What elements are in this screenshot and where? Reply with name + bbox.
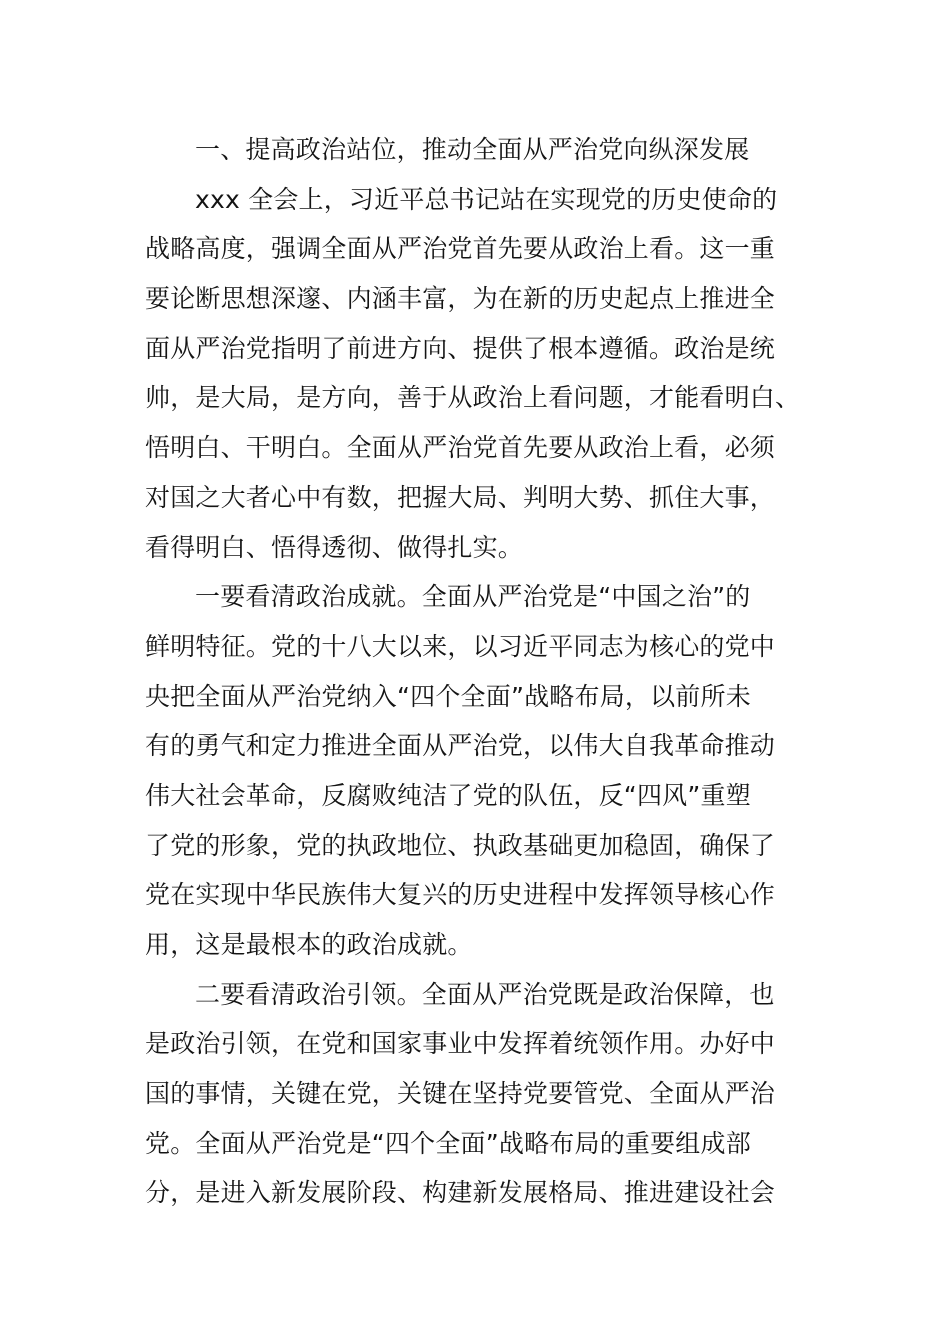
text-line: 帅，是大局，是方向，善于从政治上看问题，才能看明白、 [145, 383, 801, 413]
text-line: 一要看清政治成就。全面从严治党是“中国之治”的 [195, 582, 751, 612]
text-line: xxx 全会上，习近平总书记站在实现党的历史使命的 [195, 184, 778, 214]
text-line: 用，这是最根本的政治成就。 [145, 930, 473, 959]
text-line: 二要看清政治引领。全面从严治党既是政治保障，也 [195, 979, 775, 1009]
text-line: 央把全面从严治党纳入“四个全面”战略布局，以前所未 [145, 681, 751, 711]
text-line: 有的勇气和定力推进全面从严治党，以伟大自我革命推动 [145, 731, 776, 761]
text-line: 党在实现中华民族伟大复兴的历史进程中发挥领导核心作 [145, 880, 776, 910]
text-line: 国的事情，关键在党，关键在坚持党要管党、全面从严治 [145, 1079, 776, 1109]
text-line: 伟大社会革命，反腐败纯洁了党的队伍，反“四风”重塑 [145, 780, 751, 810]
text-line: 战略高度，强调全面从严治党首先要从政治上看。这一重 [145, 234, 776, 264]
text-line: 是政治引领，在党和国家事业中发挥着统领作用。办好中 [145, 1029, 776, 1059]
section-heading: 一、提高政治站位，推动全面从严治党向纵深发展 [195, 135, 750, 164]
text-line: 悟明白、干明白。全面从严治党首先要从政治上看，必须 [145, 433, 776, 463]
text-line: 看得明白、悟得透彻、做得扎实。 [145, 532, 524, 562]
text-line: 分，是进入新发展阶段、构建新发展格局、推进建设社会 [145, 1178, 776, 1208]
text-line: 鲜明特征。党的十八大以来，以习近平同志为核心的党中 [145, 631, 776, 661]
text-line: 对国之大者心中有数，把握大局、判明大势、抓住大事， [145, 482, 776, 512]
text-line: 了党的形象，党的执政地位、执政基础更加稳固，确保了 [145, 830, 776, 860]
document-body [145, 125, 801, 1218]
text-line: 要论断思想深邃、内涵丰富，为在新的历史起点上推进全 [145, 284, 776, 314]
text-line: 党。全面从严治党是“四个全面”战略布局的重要组成部 [145, 1128, 751, 1158]
text-line: 面从严治党指明了前进方向、提供了根本遵循。政治是统 [145, 333, 776, 363]
